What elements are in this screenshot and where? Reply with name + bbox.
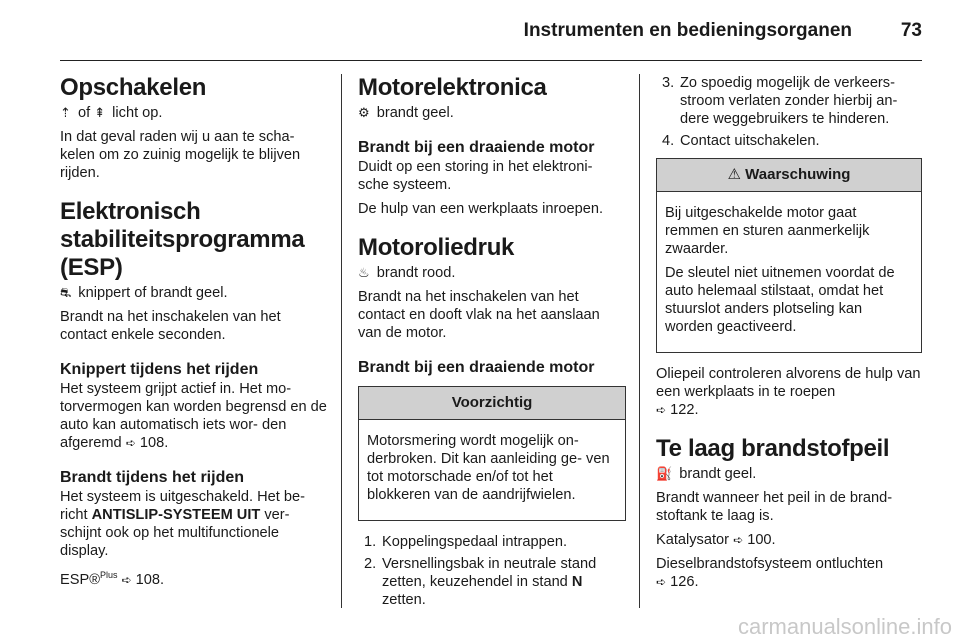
column-3 [656,74,922,597]
warning-text-1: Bij uitgeschakelde motor gaat remmen en sturen aanmerkelijk zwaarder. [665,205,870,257]
esp-plus-ref: ESP®$^{Plus}$ ➪ 108. [60,570,165,588]
column-1 [60,74,328,595]
motorelek-line: ⚙ brandt geel. [358,105,454,121]
watermark: carmanualsonline.info [737,614,952,639]
column-divider [341,74,342,608]
opschakelen-line: ⇡ of ⇞ licht op. [60,105,163,121]
heading-brandt-rijden: Brandt tijdens het rijden [60,469,245,486]
page-header [60,18,922,61]
engine-icon: ⚙ [358,105,370,120]
heading-motorelektronica: Motorelektronica [358,74,547,101]
esp-text: Brandt na het inschakelen van het contact enkele seconden. [60,309,281,343]
warning-text-2: De sleutel niet uitnemen voordat de auto helemaal stilstaat, omdat het stuurslot anders plotseling kan worden geactiveerd. [665,265,895,335]
heading-brandstofpeil: Te laag brandstofpeil [656,435,890,462]
warning-title: ⚠ Waarschuwing [657,159,921,192]
page-ref-icon: ➪ [656,403,667,417]
caution-text: Motorsmering wordt mogelijk on- derbroken. Dit kan aanleiding ge- ven tot motorschade en/of tot het blokkeren van de aandrijfwielen. [367,433,610,503]
page-ref-icon: ➪ [121,572,132,587]
page-ref-icon: ➪ [733,533,744,547]
esp-skid-icon: ⛐ [60,285,72,300]
list-item: 3. Zo spoedig mogelijk de verkeers- stroom verlaten zonder hierbij an- dere weggebruikers te hinderen. [662,75,898,127]
page-ref-icon: ➪ [656,575,667,589]
diesel-ref: Dieselbrandstofsysteem ontluchten ➪ 126. [656,556,884,590]
header-title: Instrumenten en bedieningsorganen [523,20,852,41]
upshift-arrow-icon: ⇡ [60,105,71,120]
werkplaats-text: De hulp van een werkplaats inroepen. [358,201,604,217]
brandt-motor-text: Duidt op een storing in het elektroni- sche systeem. [358,159,593,193]
oil-check-text: Oliepeil controleren alvorens de hulp van een werkplaats in te roepen ➪ 122. [656,366,921,418]
heading-knippert: Knippert tijdens het rijden [60,361,259,378]
heading-brandt-motor: Brandt bij een draaiende motor [358,139,595,156]
katalysator-ref: Katalysator ➪ 100. [656,532,776,548]
heading-opschakelen: Opschakelen [60,74,207,101]
oil-can-icon: ♨ [358,265,370,280]
opschakelen-text: In dat geval raden wij u aan te scha- kelen om zo zuinig mogelijk te blijven rijden. [60,129,301,181]
page-number: 73 [900,20,922,41]
warning-box [656,158,922,353]
olie-line: ♨ brandt rood. [358,265,456,281]
list-item: 1. Koppelingspedaal intrappen. [364,534,568,550]
page-ref-icon: ➪ [125,436,136,450]
heading-brandt-motor-2: Brandt bij een draaiende motor [358,359,595,376]
caution-title: Voorzichtig [359,387,625,420]
fuel-pump-icon: ⛽ [656,466,673,481]
brandt-text: Het systeem is uitgeschakeld. Het be- richt ANTISLIP-SYSTEEM UIT ver- schijnt ook op het multifunctionele display. [60,489,305,559]
knippert-text: Het systeem grijpt actief in. Het mo- torvermogen kan worden begrensd en de auto kan automatisch iets wor- den afgeremd ➪ 108. [60,381,327,451]
heading-esp: Elektronisch stabiliteitsprogramma (ESP) [60,198,305,281]
list-item: 4. Contact uitschakelen. [662,133,820,149]
fuel-text: Brandt wanneer het peil in de brand- stoftank te laag is. [656,490,893,524]
upshift-arrow-icon: ⇞ [94,105,106,120]
esp-line: ⛐ knippert of brandt geel. [60,285,228,301]
column-2 [358,74,626,613]
steps-list [358,533,626,609]
fuel-line: ⛽ brandt geel. [656,466,757,482]
warning-triangle-icon: ⚠ [727,166,741,183]
steps-list-continued [656,74,922,150]
olie-text: Brandt na het inschakelen van het contact en dooft vlak na het aanslaan van de motor. [358,289,600,341]
list-item: 2. Versnellingsbak in neutrale stand zetten, keuzehendel in stand N zetten. [364,556,597,608]
heading-motoroliedruk: Motoroliedruk [358,234,515,261]
caution-box [358,386,626,521]
column-divider [639,74,640,608]
